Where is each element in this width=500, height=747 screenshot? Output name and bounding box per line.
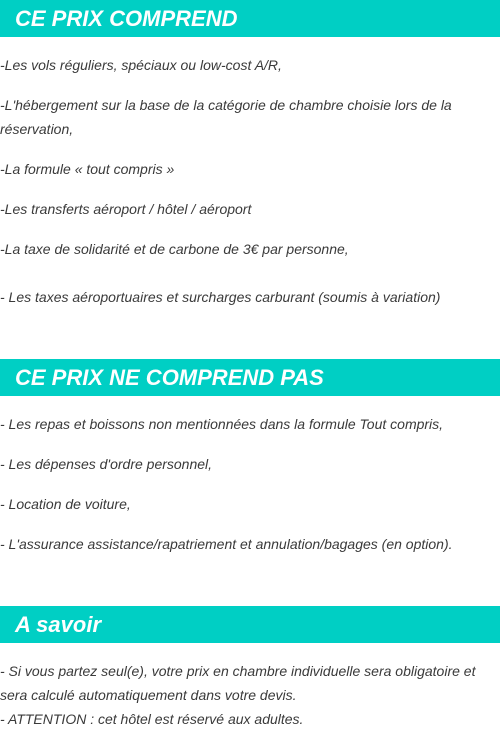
excludes-item-car-rental: - Location de voiture,	[0, 496, 131, 512]
includes-item-all-inclusive: -La formule « tout compris »	[0, 161, 175, 177]
excludes-item-insurance: - L'assurance assistance/rapatriement et annulation/bagages (en option).	[0, 536, 453, 552]
includes-item-flights: -Les vols réguliers, spéciaux ou low-cost A/R,	[0, 57, 282, 73]
includes-item-transfers: -Les transferts aéroport / hôtel / aéroport	[0, 201, 252, 217]
includes-item-accommodation: -L'hébergement sur la base de la catégorie de chambre choisie lors de la réservation,	[0, 97, 452, 137]
section-heading-to-know: A savoir	[0, 606, 500, 643]
excludes-item-meals: - Les repas et boissons non mentionnées dans la formule Tout compris,	[0, 416, 444, 432]
section-heading-includes: CE PRIX COMPREND	[0, 0, 500, 37]
excludes-item-personal-expenses: - Les dépenses d'ordre personnel,	[0, 456, 213, 472]
section-heading-excludes: CE PRIX NE COMPREND PAS	[0, 359, 500, 396]
to-know-item-adults-only: - ATTENTION : cet hôtel est réservé aux adultes.	[0, 711, 304, 727]
includes-item-solidarity-tax: -La taxe de solidarité et de carbone de 3€ par personne,	[0, 241, 349, 257]
to-know-item-single-supplement: - Si vous partez seul(e), votre prix en chambre individuelle sera obligatoire et sera calculé automatiquement dans votre devis.	[0, 663, 476, 703]
includes-item-airport-taxes: - Les taxes aéroportuaires et surcharges carburant (soumis à variation)	[0, 289, 441, 305]
